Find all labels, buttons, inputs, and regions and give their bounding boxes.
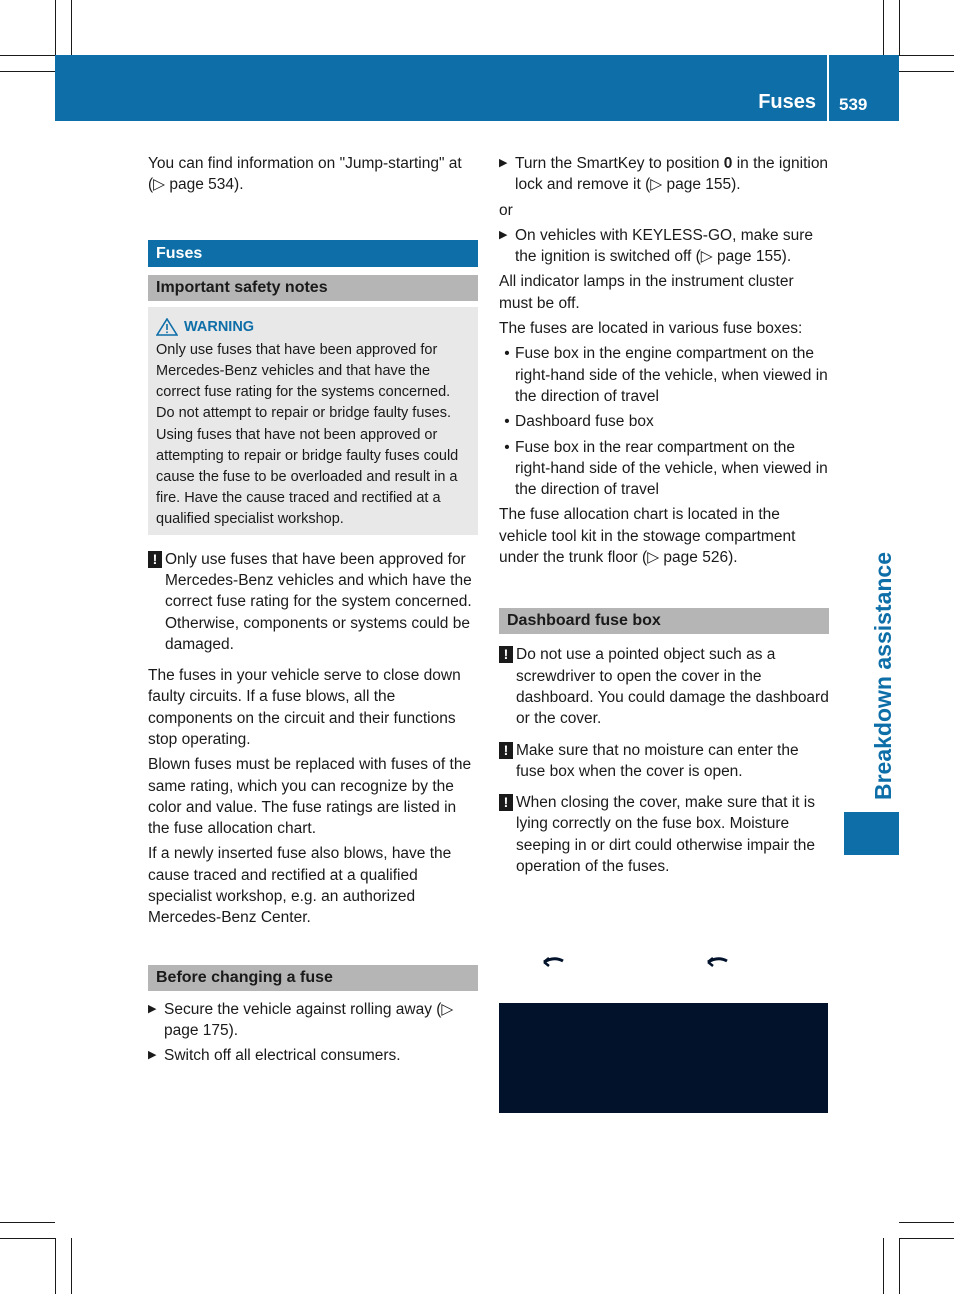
note <box>148 549 478 655</box>
crop-mark <box>71 1238 72 1294</box>
paragraph: All indicator lamps in the instrument cluster must be off. <box>499 273 794 312</box>
note-text: When closing the cover, make sure that it is lying correctly on the fuse box. Moisture seeping in or dirt could otherwise impair the operation of the fuses. <box>516 794 815 876</box>
crop-mark <box>899 1238 954 1239</box>
crop-mark <box>0 1222 55 1223</box>
or-text: or <box>499 201 513 219</box>
crop-mark <box>899 1222 954 1223</box>
bullet-dot: • <box>504 413 510 431</box>
step-item <box>148 1045 478 1066</box>
chapter-tab-marker <box>844 812 899 855</box>
crop-mark <box>899 0 900 55</box>
note <box>499 644 829 729</box>
crop-mark <box>0 1238 55 1239</box>
intro-paragraph: You can find information on "Jump-starting" at (▷ page 534). <box>148 155 462 194</box>
crop-mark <box>899 71 954 72</box>
step-text: Turn the SmartKey to position 0 in the ignition lock and remove it (▷ page 155). <box>515 155 829 194</box>
bullet-item <box>499 343 829 407</box>
warning-triangle-icon <box>156 318 178 336</box>
warning-text: Only use fuses that have been approved for Mercedes-Benz vehicles and that have the correct fuse rating for the systems concerned. Do not attempt to repair or bridge faulty fuses. Using fuses that have not been approved or attempting to repair or bridge faulty fuses could cause the fuse to be overloaded and result in a fire. Have the cause traced and rectified at a qualified specialist workshop. <box>156 341 459 528</box>
warning-title <box>156 317 470 338</box>
step-arrow-icon: ▶ <box>148 1049 157 1062</box>
crop-mark <box>883 1238 884 1294</box>
step-item <box>148 999 478 1042</box>
crop-mark <box>899 55 954 56</box>
paragraph: The fuses in your vehicle serve to close down faulty circuits. If a fuse blows, all the components on the circuit and their functions stop operating. <box>148 667 461 748</box>
exclamation-icon: ! <box>499 794 513 811</box>
note-text: Make sure that no moisture can enter the fuse box when the cover is open. <box>516 741 799 780</box>
warning-label: WARNING <box>184 318 255 335</box>
exclamation-icon: ! <box>499 742 513 759</box>
note <box>499 740 829 783</box>
paragraph: If a newly inserted fuse also blows, have the cause traced and rectified at a qualified specialist workshop, e.g. an authorized Mercedes-Benz Center. <box>148 845 452 927</box>
paragraph: Blown fuses must be replaced with fuses of the same rating, which you can recognize by the color and value. The fuse ratings are listed in the fuse allocation chart. <box>148 756 472 838</box>
callout-arrow-icon <box>541 952 567 972</box>
step-item <box>499 225 829 268</box>
bullet-item <box>499 437 829 501</box>
crop-mark <box>55 1238 56 1294</box>
safety-notes-heading: Important safety notes <box>148 275 478 301</box>
paragraph: The fuse allocation chart is located in the vehicle tool kit in the stowage compartment under the trunk floor (▷ page 526). <box>499 506 796 567</box>
step-item <box>499 153 829 196</box>
crop-mark <box>55 0 56 55</box>
exclamation-icon: ! <box>499 646 513 663</box>
right-column <box>499 153 829 883</box>
paragraph: The fuses are located in various fuse boxes: <box>499 320 803 338</box>
bullet-dot: • <box>504 345 510 363</box>
bullet-text: Fuse box in the engine compartment on the right-hand side of the vehicle, when viewed in the direction of travel <box>515 345 828 405</box>
step-arrow-icon: ▶ <box>499 228 508 241</box>
fuses-heading: Fuses <box>148 240 478 267</box>
step-arrow-icon: ▶ <box>499 157 508 169</box>
note-text: Do not use a pointed object such as a screwdriver to open the cover in the dashboard. You could damage the dashboard or the cover. <box>516 646 829 728</box>
exclamation-icon: ! <box>148 551 162 568</box>
step-text: Secure the vehicle against rolling away (▷ page 175). <box>164 1000 454 1039</box>
warning-box <box>148 307 478 535</box>
left-column <box>148 153 478 1071</box>
bullet-dot: • <box>504 438 510 456</box>
page-number: 539 <box>839 95 868 114</box>
crop-mark <box>883 0 884 55</box>
step-text: On vehicles with KEYLESS-GO, make sure the ignition is switched off (▷ page 155). <box>515 226 814 266</box>
before-changing-heading: Before changing a fuse <box>148 965 478 991</box>
section-title: Fuses <box>758 91 816 113</box>
crop-mark <box>899 1238 900 1294</box>
step-arrow-icon: ▶ <box>148 1002 157 1015</box>
header-divider <box>827 55 829 121</box>
chapter-tab-label: Breakdown assistance <box>870 551 896 800</box>
note <box>499 792 829 877</box>
crop-mark <box>0 71 55 72</box>
callout-arrow-icon <box>705 952 731 972</box>
crop-mark <box>71 0 72 55</box>
bullet-text: Fuse box in the rear compartment on the right-hand side of the vehicle, when viewed in the direction of travel <box>515 438 828 499</box>
note-text: Only use fuses that have been approved for Mercedes-Benz vehicles and which have the correct fuse rating for the system concerned. Otherwise, components or systems could be damaged. <box>165 550 472 653</box>
bullet-item <box>499 411 829 432</box>
dashboard-fuse-box-heading: Dashboard fuse box <box>499 608 829 634</box>
page-header <box>55 55 899 121</box>
crop-mark <box>0 55 55 56</box>
step-text: Switch off all electrical consumers. <box>164 1047 401 1065</box>
dashboard-fuse-box-image <box>499 1003 828 1113</box>
bullet-text: Dashboard fuse box <box>515 413 654 431</box>
